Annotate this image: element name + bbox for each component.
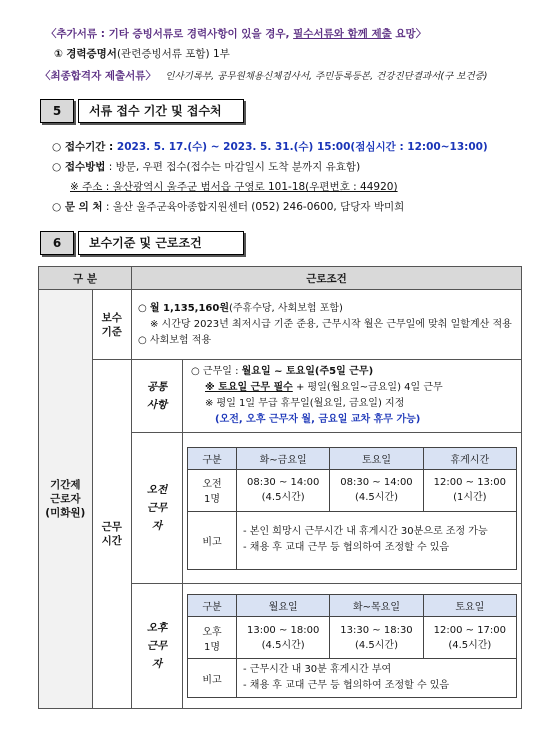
am-label: 오전 근무자: [146, 484, 168, 532]
am-c1-hours: (4.5시간): [261, 492, 305, 503]
period-value: 2023. 5. 17.(수) ~ 2023. 5. 31.(수) 15:00(점심시간 : 12:00~13:00): [116, 141, 488, 153]
am-note-label: 비고: [188, 511, 237, 569]
am-h2: 토요일: [330, 447, 423, 469]
pay-label: 보수 기준: [101, 311, 122, 338]
pay-line1-rest: (주휴수당, 사회보험 포함): [229, 302, 343, 314]
common-line2-rest: + 평일(월요일~금요일) 4일 근무: [292, 382, 443, 393]
extra-docs-title-underlined: 필수서류와 함께 제출: [293, 28, 392, 40]
final-docs-list: 인사기록부, 공무원채용신체검사서, 주민등록등본, 건강진단결과서(구 보건증): [165, 71, 488, 82]
common-line4: (오전, 오후 근무자 월, 금요일 교차 휴무 가능): [215, 414, 421, 425]
final-docs: [40, 68, 488, 83]
pm-label: 오후 근무자: [146, 622, 168, 670]
am-label-cell: [132, 433, 183, 584]
reception-period: [52, 139, 488, 154]
section6-number: 6: [40, 231, 74, 255]
pay-amount: 월 1,135,160원: [149, 302, 230, 314]
am-c2-time: 08:30 ~ 14:00: [340, 477, 413, 488]
common-line1: [191, 364, 513, 380]
final-docs-label: 〈최종합격자 제출서류〉: [40, 70, 156, 82]
am-h0: 구분: [188, 447, 237, 469]
pay-line1-prefix: ○: [138, 302, 150, 314]
worker-type-cell: [39, 290, 93, 709]
am-note: [237, 511, 517, 569]
shift-schedules: [132, 433, 522, 709]
am-schedule-table: [187, 447, 517, 570]
pm-c2: [330, 617, 423, 659]
am-c2: [330, 469, 423, 511]
extra-item-num: ①: [54, 48, 63, 60]
common-line1-prefix: ○ 근무일 :: [191, 366, 242, 377]
pay-line1: [138, 301, 515, 317]
common-line2: [191, 380, 513, 396]
am-c1-time: 08:30 ~ 14:00: [246, 477, 320, 488]
pm-c1: [237, 617, 330, 659]
am-h3: 휴게시간: [423, 447, 516, 469]
reception-method: [52, 159, 360, 174]
section5-title: 서류 접수 기간 및 접수처: [78, 99, 244, 123]
contact: [52, 199, 404, 214]
am-c3-hours: (1시간): [453, 492, 487, 503]
pm-h1: 월요일: [237, 595, 330, 617]
period-label: ○ 접수기간 :: [52, 141, 117, 153]
contact-label: ○ 문 의 처: [52, 201, 103, 213]
extra-docs-title-end: 요망〉: [391, 28, 427, 40]
pm-c3: [423, 617, 516, 659]
header-conditions: 근로조건: [132, 267, 522, 290]
am-c3-time: 12:00 ~ 13:00: [433, 477, 507, 488]
section5-number: 5: [40, 99, 74, 123]
shift-layout: [132, 433, 521, 708]
pm-c3-time: 12:00 ~ 17:00: [433, 624, 507, 636]
section6-title: 보수기준 및 근로조건: [78, 231, 244, 255]
pm-label-cell: [132, 584, 183, 709]
pm-schedule-table: [187, 594, 517, 698]
pm-c3-hours: (4.5시간): [448, 639, 492, 651]
work-time-label: 근무 시간: [101, 521, 122, 547]
pm-note: [237, 659, 517, 698]
common-line3: ※ 평일 1일 무급 휴무일(월요일, 금요일) 지정: [205, 398, 405, 409]
common-label: 공통 사항: [146, 381, 168, 411]
header-category: 구 분: [39, 267, 132, 290]
am-note1: - 본인 희망시 근무시간 내 휴게시간 30분으로 조정 가능: [243, 526, 488, 537]
pm-row-label-text: 오후 1명: [202, 626, 222, 653]
am-row-label: [188, 469, 237, 511]
common-content: [183, 360, 522, 433]
am-note2: - 채용 후 교대 근무 등 협의하여 조정할 수 있음: [243, 542, 450, 553]
extra-item-rest: (관련증빙서류 포함) 1부: [116, 48, 230, 60]
am-row-label-text: 오전 1명: [202, 479, 222, 505]
pm-c2-time: 13:30 ~ 18:30: [340, 624, 413, 636]
pm-note-label: 비고: [188, 659, 237, 698]
extra-docs-title: [46, 26, 426, 41]
pay-label-cell: [92, 290, 131, 360]
pm-note1: - 근무시간 내 30분 휴게시간 부여: [243, 664, 392, 675]
pay-line3: ○ 사회보험 적용: [138, 334, 212, 346]
am-schedule-cell: [183, 433, 522, 584]
common-line1-bold: 월요일 ~ 토요일(주5일 근무): [241, 366, 374, 377]
pm-h0: 구분: [188, 595, 237, 617]
method-value: : 방문, 우편 접수(접수는 마감일시 도착 분까지 유효함): [105, 161, 361, 173]
pay-content: [132, 290, 522, 360]
work-time-label-cell: [92, 360, 131, 709]
pay-line2: ※ 시간당 2023년 최저시급 기준 준용, 근무시작 월은 근무일에 맞춰 일할계산 적용: [150, 318, 512, 330]
pm-h3: 토요일: [423, 595, 516, 617]
am-c3: [423, 469, 516, 511]
pm-c1-time: 13:00 ~ 18:00: [246, 624, 320, 636]
extra-docs-title-text: 〈추가서류 : 기타 증빙서류로 경력사항이 있을 경우,: [46, 28, 294, 40]
pm-schedule-cell: [183, 584, 522, 709]
extra-item-bold: 경력증명서: [66, 48, 117, 60]
common-line2-bold: ※ 토요일 근무 필수: [205, 382, 293, 393]
am-h1: 화~금요일: [237, 447, 330, 469]
conditions-table: [38, 266, 522, 709]
pm-note2: - 채용 후 교대 근무 등 협의하여 조정할 수 있음: [243, 680, 450, 691]
pm-c2-hours: (4.5시간): [354, 639, 398, 651]
address: ※ 주소 : 울산광역시 울주군 범서읍 구영로 101-18(우편번호 : 44920): [70, 181, 398, 193]
pm-h2: 화~목요일: [330, 595, 423, 617]
pm-c1-hours: (4.5시간): [261, 639, 305, 651]
am-c2-hours: (4.5시간): [354, 492, 398, 503]
common-label-cell: [132, 360, 183, 433]
contact-value: : 울산 울주군육아종합지원센터 (052) 246-0600, 담당자 박미희: [102, 201, 405, 213]
am-c1: [237, 469, 330, 511]
method-label: ○ 접수방법: [52, 161, 106, 173]
pm-row-label: [188, 617, 237, 659]
extra-docs-item: [54, 46, 230, 61]
worker-type-label: 기간제 근로자 (미화원): [45, 479, 86, 519]
